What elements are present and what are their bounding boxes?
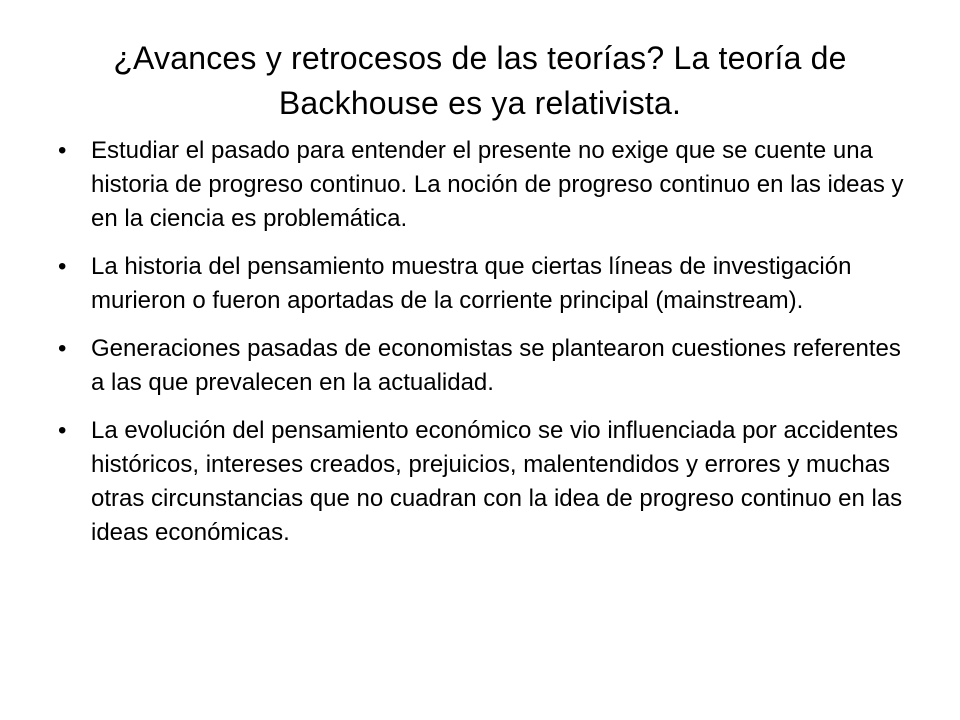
bullet-icon: • xyxy=(58,335,67,362)
bullet-item xyxy=(58,134,908,236)
bullet-text: La evolución del pensamiento económico se vio influenciada por accidentes históricos, intereses creados, prejuicios, malentendidos y errores y muchas otras circunstancias que no cuadran con la idea de progreso continuo en las ideas económicas. xyxy=(91,417,903,546)
bullet-icon: • xyxy=(58,137,67,164)
bullet-text: La historia del pensamiento muestra que ciertas líneas de investigación murieron o fueron aportadas de la corriente principal (mainstream). xyxy=(91,253,852,314)
bullet-item xyxy=(58,332,908,400)
slide-title: ¿Avances y retrocesos de las teorías? La teoría de Backhouse es ya relativista. xyxy=(113,40,847,121)
bullet-text: Generaciones pasadas de economistas se plantearon cuestiones referentes a las que prevalecen en la actualidad. xyxy=(91,335,901,396)
bullet-icon: • xyxy=(58,417,67,444)
bullet-text: Estudiar el pasado para entender el presente no exige que se cuente una historia de progreso continuo. La noción de progreso continuo en las ideas y en la ciencia es problemática. xyxy=(91,137,904,232)
bullet-list xyxy=(58,134,908,564)
bullet-item xyxy=(58,414,908,550)
bullet-item xyxy=(58,250,908,318)
bullet-icon: • xyxy=(58,253,67,280)
